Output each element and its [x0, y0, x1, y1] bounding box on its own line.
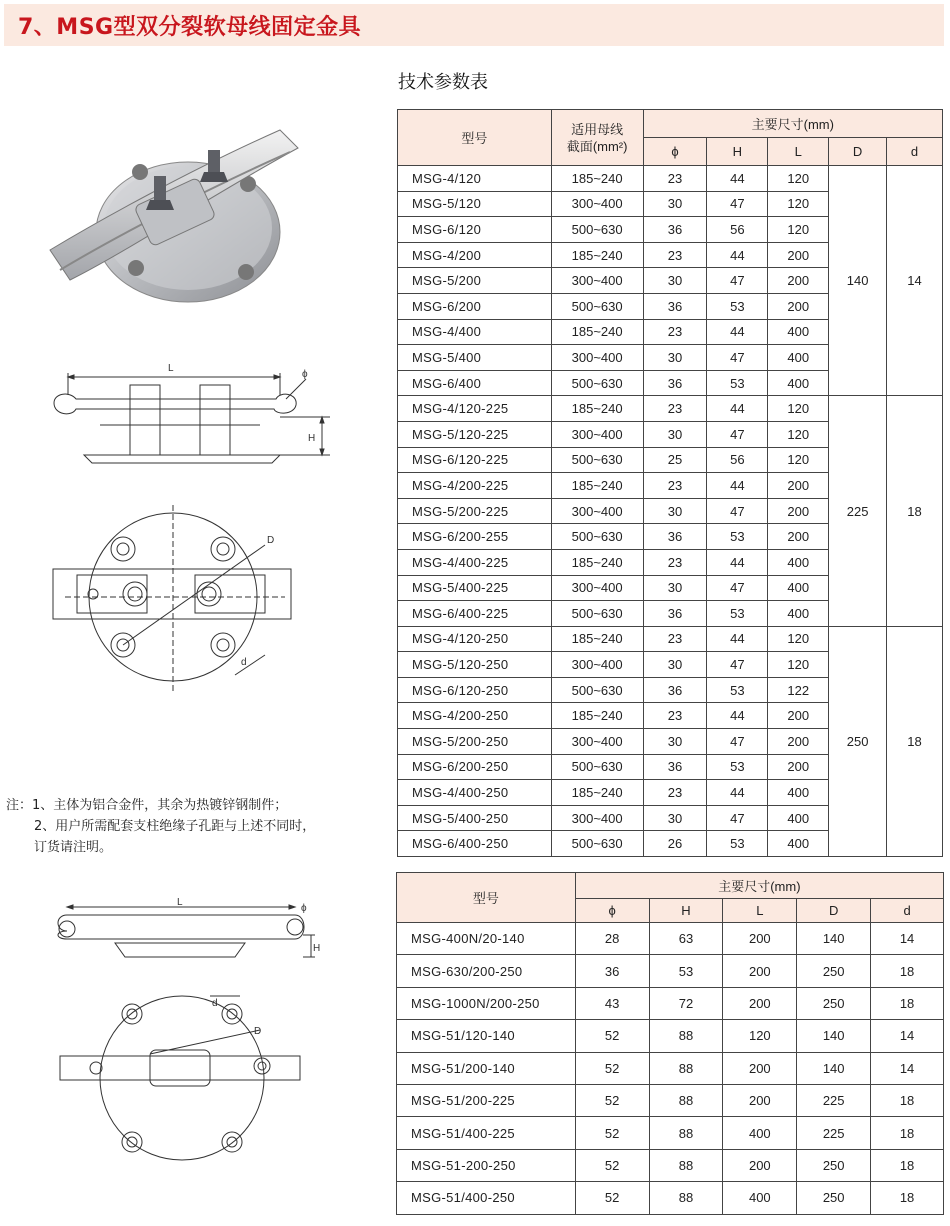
cell-phi: 36	[643, 293, 707, 319]
cell-section: 500~630	[551, 370, 643, 396]
cell-model: MSG-6/400-225	[398, 601, 552, 627]
cell-phi: 52	[575, 1084, 649, 1116]
cell-H: 47	[707, 498, 768, 524]
cell-section: 185~240	[551, 396, 643, 422]
cell-section: 300~400	[551, 345, 643, 371]
cell-section: 500~630	[551, 831, 643, 857]
cell-phi: 30	[643, 805, 707, 831]
dim-label-d: d	[241, 657, 247, 668]
cell-L: 120	[768, 626, 829, 652]
cell-section: 300~400	[551, 729, 643, 755]
cell-L: 400	[768, 575, 829, 601]
cell-H: 44	[707, 473, 768, 499]
cell-model: MSG-5/400-225	[398, 575, 552, 601]
cell-H: 88	[649, 1182, 723, 1214]
table-row	[397, 987, 944, 1019]
cell-H: 47	[707, 421, 768, 447]
header-dims-2: 主要尺寸(mm)	[575, 873, 943, 899]
table-row	[397, 1117, 944, 1149]
cell-H: 47	[707, 652, 768, 678]
cell-phi: 23	[643, 473, 707, 499]
cell-model: MSG-4/200	[398, 242, 552, 268]
table-2-body	[397, 923, 944, 1215]
cell-L: 122	[768, 677, 829, 703]
cell-model: MSG-6/200	[398, 293, 552, 319]
cell-phi: 52	[575, 1117, 649, 1149]
cell-L: 400	[768, 549, 829, 575]
cell-phi: 23	[643, 703, 707, 729]
cell-L: 400	[768, 319, 829, 345]
table-row	[397, 923, 944, 955]
notes	[6, 795, 315, 858]
cell-L: 400	[768, 370, 829, 396]
cell-section: 500~630	[551, 293, 643, 319]
cell-section: 500~630	[551, 754, 643, 780]
cell-H: 44	[707, 396, 768, 422]
cell-H: 53	[707, 677, 768, 703]
cell-model: MSG-5/200-250	[398, 729, 552, 755]
dim-label-D-2: D	[254, 1026, 262, 1037]
cell-model: MSG-6/400-250	[398, 831, 552, 857]
cell-section: 185~240	[551, 166, 643, 192]
table-row	[397, 1052, 944, 1084]
cell-L: 400	[768, 780, 829, 806]
cell-model: MSG-51/200-140	[397, 1052, 576, 1084]
cell-model: MSG-5/200-225	[398, 498, 552, 524]
cell-phi: 23	[643, 319, 707, 345]
cell-section: 300~400	[551, 805, 643, 831]
header-D-2: D	[797, 899, 871, 923]
cell-L: 120	[768, 652, 829, 678]
cell-D: 250	[797, 955, 871, 987]
header-dims: 主要尺寸(mm)	[643, 110, 942, 138]
cell-phi: 23	[643, 396, 707, 422]
cell-H: 44	[707, 780, 768, 806]
cell-section: 185~240	[551, 626, 643, 652]
cell-H: 53	[707, 370, 768, 396]
top-view-drawing-1	[45, 505, 305, 695]
cell-L: 400	[768, 805, 829, 831]
table-row	[397, 1149, 944, 1181]
cell-H: 53	[649, 955, 723, 987]
cell-L: 200	[723, 1084, 797, 1116]
title-bar	[4, 4, 944, 46]
cell-model: MSG-51/400-250	[397, 1182, 576, 1214]
cell-H: 47	[707, 268, 768, 294]
cell-H: 44	[707, 166, 768, 192]
side-view-drawing-2	[45, 895, 325, 975]
cell-H: 47	[707, 345, 768, 371]
cell-section: 185~240	[551, 780, 643, 806]
cell-H: 44	[707, 626, 768, 652]
dim-label-phi-2: ϕ	[301, 903, 307, 914]
side-view-drawing-1	[40, 355, 330, 470]
cell-L: 120	[768, 447, 829, 473]
cell-model: MSG-400N/20-140	[397, 923, 576, 955]
cell-phi: 30	[643, 191, 707, 217]
cell-D-group: 225	[829, 396, 887, 626]
cell-H: 47	[707, 575, 768, 601]
cell-d-group: 18	[887, 626, 943, 856]
cell-H: 44	[707, 242, 768, 268]
cell-model: MSG-1000N/200-250	[397, 987, 576, 1019]
cell-D-group: 250	[829, 626, 887, 856]
cell-model: MSG-5/200	[398, 268, 552, 294]
cell-model: MSG-4/400-250	[398, 780, 552, 806]
cell-d: 18	[871, 1117, 944, 1149]
dim-label-D: D	[267, 535, 275, 546]
cell-H: 88	[649, 1020, 723, 1052]
table-1-body	[398, 166, 943, 857]
cell-phi: 36	[643, 677, 707, 703]
cell-model: MSG-630/200-250	[397, 955, 576, 987]
cell-L: 120	[768, 217, 829, 243]
cell-section: 185~240	[551, 703, 643, 729]
header-section-line1: 适用母线	[571, 121, 624, 137]
cell-L: 400	[723, 1182, 797, 1214]
note-line-1: 注：1、主体为铝合金件，其余为热镀锌钢制件；	[6, 798, 288, 813]
cell-H: 88	[649, 1052, 723, 1084]
cell-model: MSG-5/120-225	[398, 421, 552, 447]
cell-L: 200	[723, 1052, 797, 1084]
cell-H: 47	[707, 805, 768, 831]
cell-H: 56	[707, 447, 768, 473]
table-row	[397, 1020, 944, 1052]
cell-phi: 30	[643, 268, 707, 294]
cell-model: MSG-4/120-225	[398, 396, 552, 422]
cell-H: 88	[649, 1149, 723, 1181]
cell-section: 300~400	[551, 575, 643, 601]
cell-phi: 30	[643, 575, 707, 601]
page-title: 7、MSG型双分裂软母线固定金具	[18, 15, 362, 40]
dim-label-H: H	[308, 433, 316, 444]
cell-L: 200	[723, 987, 797, 1019]
cell-model: MSG-4/200-250	[398, 703, 552, 729]
cell-model: MSG-5/120-250	[398, 652, 552, 678]
header-d-2: d	[871, 899, 944, 923]
cell-phi: 28	[575, 923, 649, 955]
cell-H: 88	[649, 1084, 723, 1116]
cell-L: 200	[723, 1149, 797, 1181]
cell-d: 18	[871, 1084, 944, 1116]
cell-phi: 23	[643, 626, 707, 652]
cell-H: 53	[707, 293, 768, 319]
parameter-table-1	[397, 109, 943, 857]
cell-d-group: 18	[887, 396, 943, 626]
header-model: 型号	[398, 110, 552, 166]
table-row	[398, 166, 943, 192]
header-H-2: H	[649, 899, 723, 923]
cell-L: 200	[723, 955, 797, 987]
cell-D: 250	[797, 1149, 871, 1181]
cell-phi: 36	[643, 370, 707, 396]
cell-H: 44	[707, 319, 768, 345]
cell-model: MSG-51/200-225	[397, 1084, 576, 1116]
cell-L: 120	[723, 1020, 797, 1052]
cell-section: 300~400	[551, 498, 643, 524]
cell-L: 400	[723, 1117, 797, 1149]
header-D: D	[829, 138, 887, 166]
cell-phi: 36	[643, 217, 707, 243]
header-section-line2: 截面(mm²)	[566, 138, 628, 154]
cell-L: 400	[768, 831, 829, 857]
cell-section: 500~630	[551, 447, 643, 473]
cell-H: 56	[707, 217, 768, 243]
cell-phi: 36	[643, 601, 707, 627]
cell-L: 200	[768, 268, 829, 294]
cell-H: 47	[707, 191, 768, 217]
cell-d: 18	[871, 1182, 944, 1214]
cell-section: 500~630	[551, 601, 643, 627]
cell-d: 18	[871, 987, 944, 1019]
dim-label-d-2: d	[212, 998, 218, 1009]
cell-L: 200	[768, 524, 829, 550]
cell-L: 120	[768, 166, 829, 192]
cell-phi: 36	[575, 955, 649, 987]
cell-section: 300~400	[551, 191, 643, 217]
cell-L: 200	[768, 498, 829, 524]
cell-model: MSG-6/400	[398, 370, 552, 396]
cell-phi: 52	[575, 1020, 649, 1052]
cell-L: 400	[768, 601, 829, 627]
cell-H: 53	[707, 524, 768, 550]
cell-L: 200	[768, 473, 829, 499]
table-row	[397, 955, 944, 987]
header-phi: ϕ	[643, 138, 707, 166]
cell-L: 400	[768, 345, 829, 371]
cell-model: MSG-4/200-225	[398, 473, 552, 499]
cell-D: 140	[797, 923, 871, 955]
cell-D: 140	[797, 1020, 871, 1052]
cell-d: 18	[871, 955, 944, 987]
cell-phi: 36	[643, 754, 707, 780]
header-d: d	[887, 138, 943, 166]
header-model-2: 型号	[397, 873, 576, 923]
table-row	[397, 1084, 944, 1116]
cell-phi: 52	[575, 1182, 649, 1214]
cell-phi: 30	[643, 652, 707, 678]
dim-label-L: L	[168, 363, 174, 374]
cell-phi: 30	[643, 729, 707, 755]
cell-phi: 23	[643, 242, 707, 268]
cell-phi: 26	[643, 831, 707, 857]
note-line-3: 订货请注明。	[34, 840, 113, 855]
cell-D-group: 140	[829, 166, 887, 396]
cell-H: 47	[707, 729, 768, 755]
cell-L: 200	[723, 923, 797, 955]
cell-section: 185~240	[551, 473, 643, 499]
cell-d: 18	[871, 1149, 944, 1181]
cell-H: 53	[707, 754, 768, 780]
product-photo	[40, 100, 305, 310]
header-section	[551, 110, 643, 166]
cell-model: MSG-4/120-250	[398, 626, 552, 652]
cell-model: MSG-6/120-250	[398, 677, 552, 703]
cell-section: 500~630	[551, 524, 643, 550]
top-view-drawing-2	[50, 990, 310, 1190]
cell-model: MSG-5/400	[398, 345, 552, 371]
cell-model: MSG-5/400-250	[398, 805, 552, 831]
note-line-2: 2、用户所需配套支柱绝缘子孔距与上述不同时，	[34, 819, 316, 834]
cell-model: MSG-51-200-250	[397, 1149, 576, 1181]
cell-phi: 43	[575, 987, 649, 1019]
cell-L: 200	[768, 729, 829, 755]
cell-model: MSG-4/400	[398, 319, 552, 345]
header-H: H	[707, 138, 768, 166]
section-title: 技术参数表	[398, 72, 488, 93]
cell-phi: 30	[643, 345, 707, 371]
cell-section: 185~240	[551, 319, 643, 345]
cell-section: 300~400	[551, 421, 643, 447]
cell-section: 500~630	[551, 217, 643, 243]
cell-model: MSG-6/200-255	[398, 524, 552, 550]
cell-D: 250	[797, 1182, 871, 1214]
cell-L: 120	[768, 191, 829, 217]
cell-L: 120	[768, 421, 829, 447]
cell-H: 44	[707, 703, 768, 729]
cell-model: MSG-4/400-225	[398, 549, 552, 575]
cell-D: 140	[797, 1052, 871, 1084]
cell-D: 225	[797, 1117, 871, 1149]
cell-L: 200	[768, 703, 829, 729]
cell-H: 63	[649, 923, 723, 955]
cell-D: 225	[797, 1084, 871, 1116]
cell-model: MSG-6/200-250	[398, 754, 552, 780]
cell-section: 300~400	[551, 268, 643, 294]
table-row	[398, 396, 943, 422]
cell-H: 72	[649, 987, 723, 1019]
cell-L: 200	[768, 242, 829, 268]
cell-d: 14	[871, 1020, 944, 1052]
cell-phi: 52	[575, 1052, 649, 1084]
cell-model: MSG-5/120	[398, 191, 552, 217]
cell-phi: 36	[643, 524, 707, 550]
cell-H: 88	[649, 1117, 723, 1149]
cell-section: 500~630	[551, 677, 643, 703]
dim-label-L-2: L	[177, 897, 183, 908]
cell-model: MSG-4/120	[398, 166, 552, 192]
cell-H: 53	[707, 831, 768, 857]
cell-L: 200	[768, 754, 829, 780]
cell-D: 250	[797, 987, 871, 1019]
cell-model: MSG-51/120-140	[397, 1020, 576, 1052]
cell-phi: 30	[643, 421, 707, 447]
cell-L: 200	[768, 293, 829, 319]
cell-d: 14	[871, 1052, 944, 1084]
cell-section: 300~400	[551, 652, 643, 678]
cell-phi: 52	[575, 1149, 649, 1181]
dim-label-H-2: H	[313, 943, 321, 954]
cell-section: 185~240	[551, 242, 643, 268]
cell-H: 44	[707, 549, 768, 575]
header-phi-2: ϕ	[575, 899, 649, 923]
cell-phi: 23	[643, 780, 707, 806]
cell-model: MSG-6/120-225	[398, 447, 552, 473]
cell-H: 53	[707, 601, 768, 627]
cell-model: MSG-6/120	[398, 217, 552, 243]
cell-L: 120	[768, 396, 829, 422]
header-L-2: L	[723, 899, 797, 923]
cell-section: 185~240	[551, 549, 643, 575]
cell-phi: 23	[643, 549, 707, 575]
dim-label-phi: ϕ	[302, 369, 308, 380]
cell-phi: 23	[643, 166, 707, 192]
cell-d-group: 14	[887, 166, 943, 396]
cell-d: 14	[871, 923, 944, 955]
parameter-table-2	[396, 872, 944, 1215]
table-row	[397, 1182, 944, 1214]
table-row	[398, 626, 943, 652]
cell-phi: 25	[643, 447, 707, 473]
cell-model: MSG-51/400-225	[397, 1117, 576, 1149]
header-L: L	[768, 138, 829, 166]
cell-phi: 30	[643, 498, 707, 524]
